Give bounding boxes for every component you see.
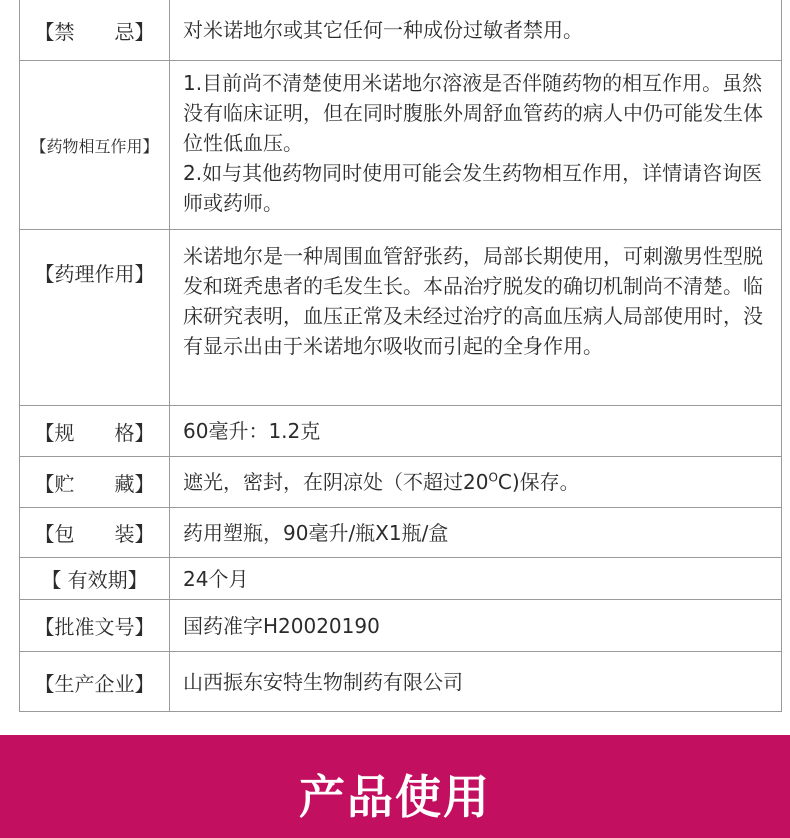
row-label: 【禁 忌】 [34, 19, 155, 44]
table-row-approval-number [20, 599, 781, 651]
row-label-cell [20, 230, 170, 405]
row-value: 60毫升：1.2克 [183, 419, 321, 443]
row-label-cell [20, 61, 170, 229]
table-row-storage [20, 456, 781, 507]
table-row-specification [20, 405, 781, 456]
row-label-cell [20, 652, 170, 712]
row-value: 米诺地尔是一种周围血管舒张药，局部长期使用，可刺激男性型脱发和斑秃患者的毛发生长。本品治疗脱发的确切机制尚不清楚。临床研究表明，血压正常及未经过治疗的高血压病人局部使用时，没有显示出由于米诺地尔吸收而引起的全身作用。 [183, 244, 763, 358]
table-row-manufacturer [20, 651, 781, 712]
row-label: 【贮 藏】 [34, 471, 155, 496]
table-row-drug-interactions [20, 60, 781, 229]
row-label-cell [20, 600, 170, 651]
row-value-cell [170, 61, 781, 229]
row-value [183, 68, 767, 218]
storage-text-before: 遮光，密封，在阴凉处（不超过20 [183, 470, 489, 494]
table-row-pharmacology [20, 229, 781, 405]
storage-text-after: C)保存。 [497, 470, 580, 494]
row-label: 【药理作用】 [34, 262, 155, 286]
row-value: 国药准字H20020190 [183, 613, 380, 638]
row-label-cell [20, 457, 170, 507]
row-label-cell [20, 0, 170, 60]
row-label: 【包 装】 [34, 522, 155, 546]
row-value: 药用塑瓶，90毫升/瓶X1瓶/盒 [183, 520, 449, 545]
row-value [183, 467, 580, 497]
row-label: 【规 格】 [34, 420, 155, 445]
table-row-contraindications [20, 0, 781, 60]
section-title: 产品使用 [299, 769, 491, 824]
table-row-packaging [20, 507, 781, 557]
row-value-cell [170, 457, 781, 507]
row-value-cell [170, 230, 781, 405]
row-value-cell [170, 652, 781, 712]
row-value: 对米诺地尔或其它任何一种成份过敏者禁用。 [183, 18, 583, 42]
row-label-cell [20, 508, 170, 557]
row-label: 【生产企业】 [34, 671, 155, 696]
section-banner [0, 735, 790, 838]
row-value-cell [170, 406, 781, 456]
paragraph: 1.目前尚不清楚使用米诺地尔溶液是否伴随药物的相互作用。虽然没有临床证明，但在同时腹胀外周舒血管药的病人中仍可能发生体位性低血压。 [183, 71, 763, 155]
row-value-cell [170, 600, 781, 651]
table-row-shelf-life [20, 557, 781, 599]
row-value: 山西振东安特生物制药有限公司 [183, 670, 463, 694]
row-value-cell [170, 508, 781, 557]
row-label-cell [20, 406, 170, 456]
row-label: 【 有效期】 [41, 568, 148, 592]
degree-superscript: O [488, 470, 498, 485]
row-label: 【批准文号】 [34, 615, 155, 639]
row-label: 【药物相互作用】 [30, 136, 159, 156]
row-value-cell [170, 0, 781, 60]
row-value-cell [170, 558, 781, 599]
row-label-cell [20, 558, 170, 599]
row-value: 24个月 [183, 566, 249, 591]
paragraph: 2.如与其他药物同时使用可能会发生药物相互作用，详情请咨询医师或药师。 [183, 161, 763, 215]
spec-table [19, 0, 782, 712]
